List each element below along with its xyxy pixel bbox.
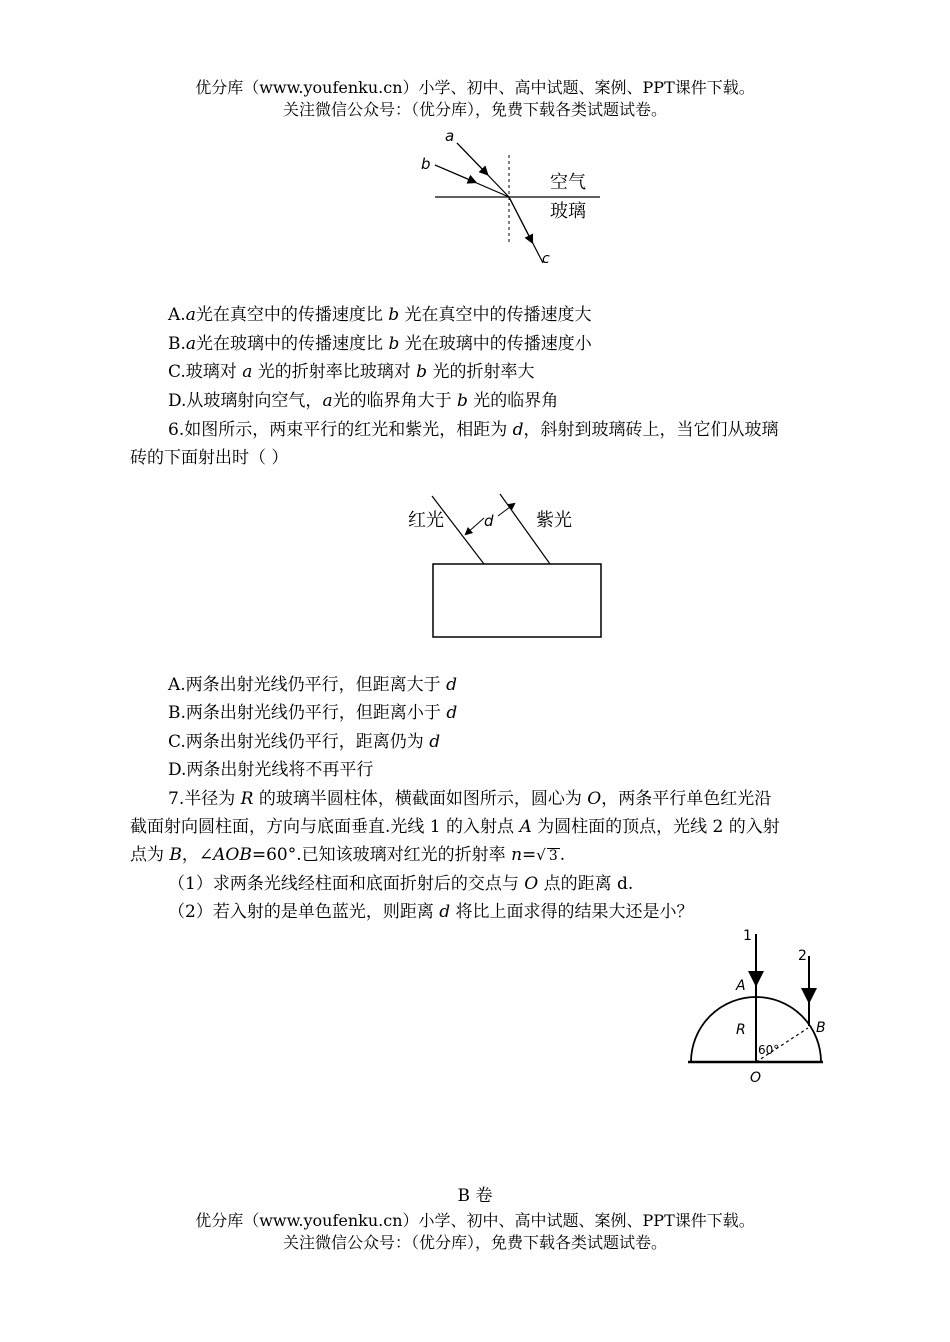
q7-subquestion-1: （1）求两条光线经柱面和底面折射后的交点与 O 点的距离 d. <box>168 874 634 894</box>
glass-brick <box>433 564 601 637</box>
header-line-1: 优分库（www.youfenku.cn）小学、初中、高中试题、案例、PPT课件下载。 <box>195 78 755 97</box>
footer-line-1: 优分库（www.youfenku.cn）小学、初中、高中试题、案例、PPT课件下载。 <box>195 1211 755 1230</box>
q5-option-b: B.a光在玻璃中的传播速度比 b 光在玻璃中的传播速度小 <box>168 334 592 354</box>
glass-brick-figure <box>400 488 615 643</box>
q6-option-d: D.两条出射光线将不再平行 <box>168 760 374 780</box>
d-label: d <box>484 512 494 530</box>
d-arrow-left <box>466 518 484 534</box>
point-a-label: A <box>736 978 746 994</box>
angle-label: 60° <box>758 1043 780 1057</box>
q6-option-a: A.两条出射光线仍平行，但距离大于 d <box>168 675 457 695</box>
q5-option-d: D.从玻璃射向空气，a光的临界角大于 b 光的临界角 <box>168 391 559 411</box>
footer-line-2: 关注微信公众号：（优分库），免费下载各类试题试卷。 <box>282 1233 667 1252</box>
q6-stem-line-1: 6.如图所示，两束平行的红光和紫光，相距为 d，斜射到玻璃砖上，当它们从玻璃 <box>168 420 779 440</box>
ray-2-label: 2 <box>798 948 807 964</box>
ray-1-label: 1 <box>743 928 752 944</box>
q5-option-a: A.a光在真空中的传播速度比 b 光在真空中的传播速度大 <box>168 305 592 325</box>
red-light-label: 红光 <box>408 510 444 531</box>
refraction-figure-ab <box>415 125 605 270</box>
header-line-2: 关注微信公众号：（优分库），免费下载各类试题试卷。 <box>282 100 667 119</box>
purple-light-label: 紫光 <box>536 510 572 531</box>
semicircle-figure <box>678 928 848 1088</box>
label-b: b <box>421 155 431 173</box>
label-c: c <box>542 251 550 267</box>
q7-subquestion-2: （2）若入射的是单色蓝光，则距离 d 将比上面求得的结果大还是小？ <box>168 902 694 922</box>
point-b-label: B <box>816 1020 826 1036</box>
section-b-title: B 卷 <box>457 1186 493 1206</box>
label-glass: 玻璃 <box>550 201 586 222</box>
q7-stem-line-1: 7.半径为 R 的玻璃半圆柱体，横截面如图所示，圆心为 O，两条平行单色红光沿 <box>168 789 772 809</box>
center-o-label: O <box>750 1070 762 1086</box>
q7-stem-line-2: 截面射向圆柱面，方向与底面垂直.光线 1 的入射点 A 为圆柱面的顶点，光线 2 的入射 <box>130 817 780 837</box>
label-air: 空气 <box>550 172 586 193</box>
q6-option-c: C.两条出射光线仍平行，距离仍为 d <box>168 732 441 752</box>
q5-option-c: C.玻璃对 a 光的折射率比玻璃对 b 光的折射率大 <box>168 362 535 382</box>
radius-r-label: R <box>736 1022 746 1038</box>
q6-stem-line-2: 砖的下面射出时（ ） <box>130 448 289 468</box>
q7-stem-line-3: 点为 B，∠AOB=60°.已知该玻璃对红光的折射率 n=√ 3 . <box>130 845 566 865</box>
label-a: a <box>445 127 455 145</box>
q6-option-b: B.两条出射光线仍平行，但距离小于 d <box>168 703 458 723</box>
